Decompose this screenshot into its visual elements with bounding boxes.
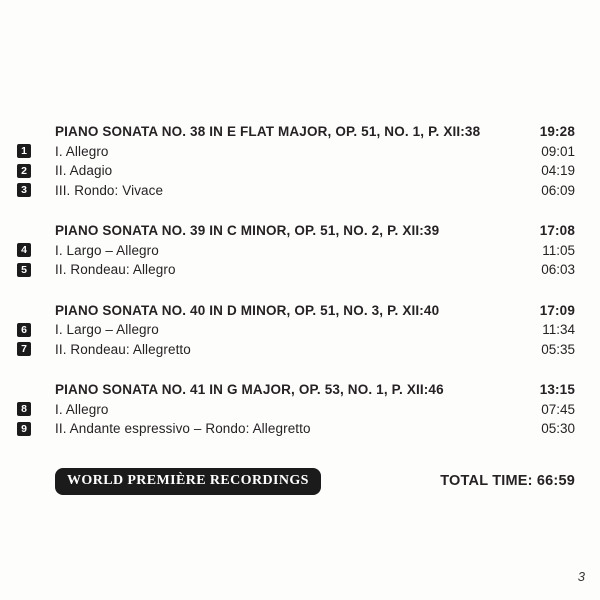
track-title: III. Rondo: Vivace [55, 182, 164, 198]
work-title: PIANO SONATA NO. 39 IN C MINOR, OP. 51, NO. 2, P. XII:39 [55, 223, 440, 239]
track-row [0, 340, 600, 360]
track-row [0, 419, 600, 439]
sonata-header [0, 122, 600, 142]
page-number: 3 [577, 569, 585, 584]
sonata-section [0, 122, 600, 200]
track-title: II. Rondeau: Allegro [55, 262, 176, 278]
sonata-header [0, 380, 600, 400]
work-title: PIANO SONATA NO. 38 IN E FLAT MAJOR, OP. 51, NO. 1, P. XII:38 [55, 124, 481, 140]
track-title: I. Largo – Allegro [55, 322, 159, 338]
track-number-badge: 8 [17, 402, 31, 416]
track-row [0, 400, 600, 420]
track-duration: 06:03 [541, 262, 575, 278]
track-duration: 07:45 [541, 401, 575, 417]
track-duration: 04:19 [541, 163, 575, 179]
work-duration: 17:08 [539, 223, 575, 239]
track-duration: 06:09 [541, 182, 575, 198]
track-row [0, 241, 600, 261]
track-title: I. Allegro [55, 143, 109, 159]
sonata-section [0, 221, 600, 280]
track-number-badge: 9 [17, 422, 31, 436]
track-row [0, 161, 600, 181]
track-number-badge: 1 [17, 144, 31, 158]
tracklist [0, 122, 600, 460]
track-number-badge: 3 [17, 183, 31, 197]
sonata-section [0, 301, 600, 360]
track-title: II. Rondeau: Allegretto [55, 341, 191, 357]
world-premiere-badge: WORLD PREMIÈRE RECORDINGS [55, 468, 321, 495]
work-duration: 17:09 [539, 302, 575, 318]
track-title: I. Allegro [55, 401, 109, 417]
work-duration: 13:15 [539, 382, 575, 398]
footer [55, 467, 575, 495]
track-title: II. Andante espressivo – Rondo: Allegretto [55, 421, 311, 437]
total-time: TOTAL TIME: 66:59 [440, 473, 575, 489]
track-row [0, 260, 600, 280]
track-title: I. Largo – Allegro [55, 242, 159, 258]
track-row [0, 142, 600, 162]
track-number-badge: 2 [17, 164, 31, 178]
track-row [0, 181, 600, 201]
track-duration: 09:01 [541, 143, 575, 159]
work-title: PIANO SONATA NO. 41 IN G MAJOR, OP. 53, NO. 1, P. XII:46 [55, 382, 444, 398]
track-title: II. Adagio [55, 163, 113, 179]
work-duration: 19:28 [539, 124, 575, 140]
work-title: PIANO SONATA NO. 40 IN D MINOR, OP. 51, NO. 3, P. XII:40 [55, 302, 440, 318]
track-number-badge: 4 [17, 243, 31, 257]
track-row [0, 320, 600, 340]
track-duration: 11:05 [542, 242, 575, 258]
track-number-badge: 5 [17, 263, 31, 277]
track-number-badge: 7 [17, 342, 31, 356]
track-duration: 05:35 [541, 341, 575, 357]
track-duration: 05:30 [541, 421, 575, 437]
sonata-section [0, 380, 600, 439]
sonata-header [0, 301, 600, 321]
track-duration: 11:34 [542, 322, 575, 338]
sonata-header [0, 221, 600, 241]
track-number-badge: 6 [17, 323, 31, 337]
